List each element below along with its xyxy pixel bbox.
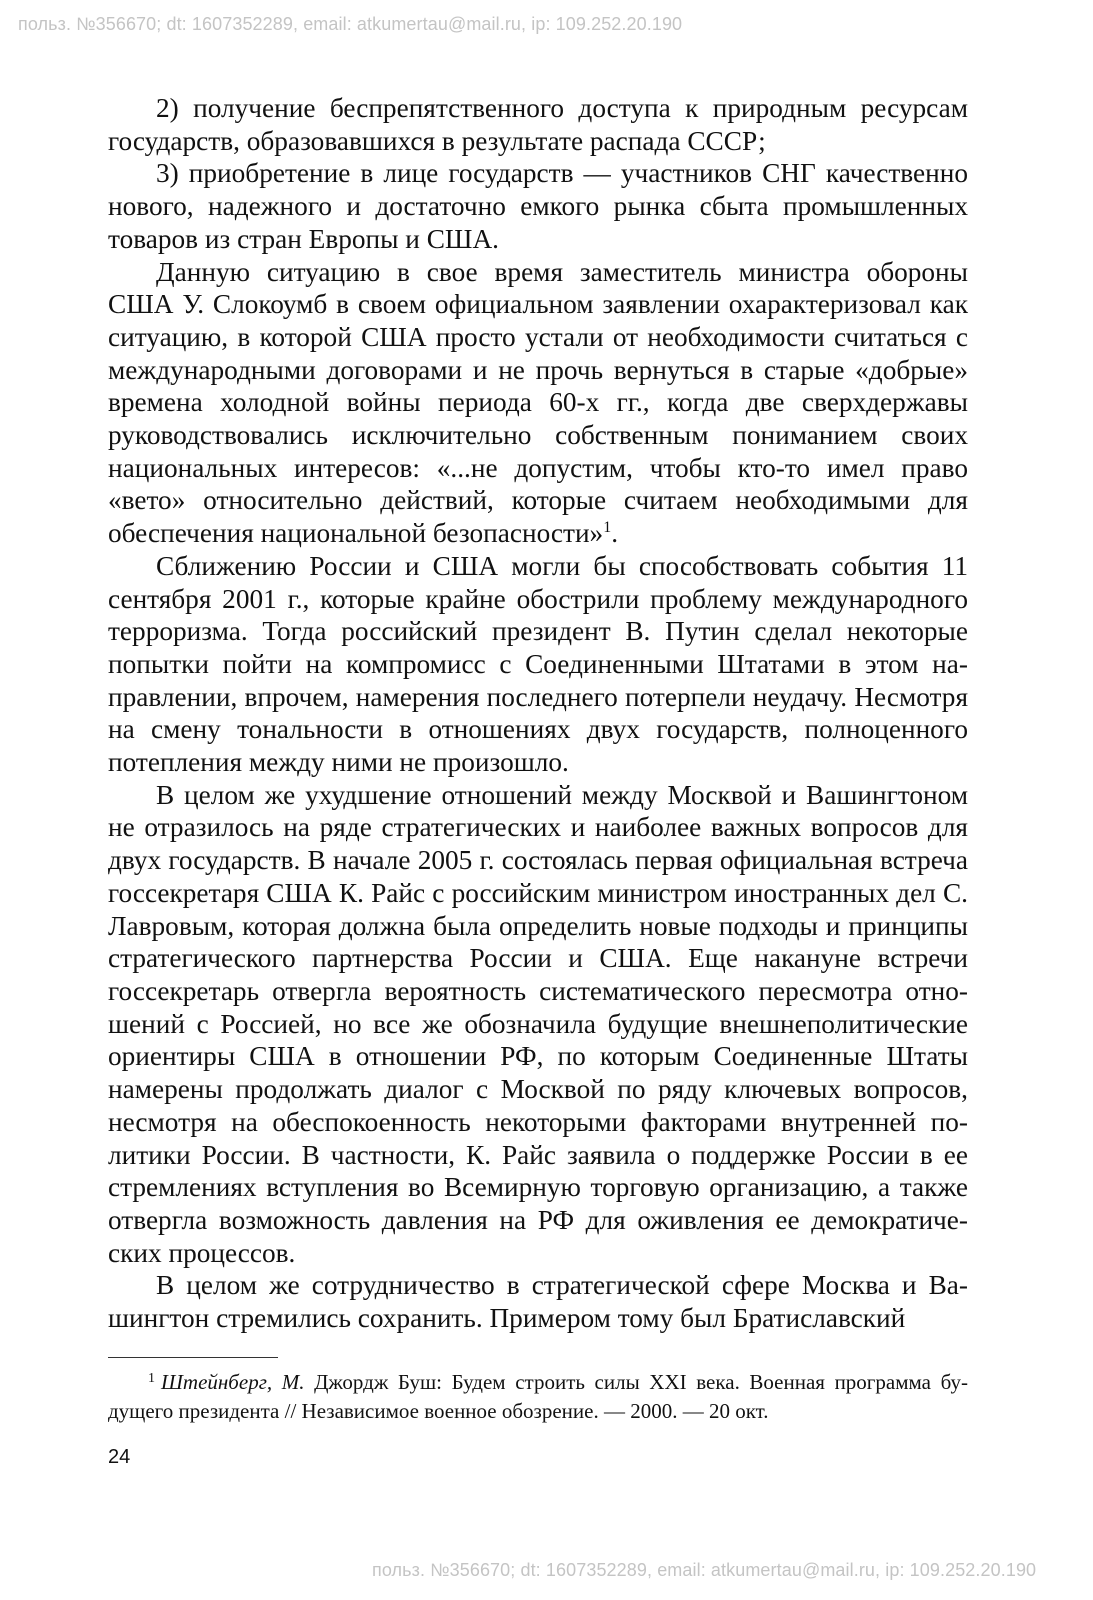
paragraph: 3) приобретение в лице государств — участников СНГ качественно нового, надежного и достаточно емкого рынка сбыта промышленных товаров из стран Европы и США. <box>108 158 968 254</box>
footnote-reference[interactable]: 1 <box>603 519 612 537</box>
footnote-marker: 1 <box>148 1371 155 1386</box>
body-text <box>108 92 968 1335</box>
watermark-bottom: польз. №356670; dt: 1607352289, email: atkumertau@mail.ru, ip: 109.252.20.190 <box>372 1560 1037 1580</box>
paragraph: В целом же ухудшение отношений между Москвой и Вашингтоном не отразилось на ряде стратегических и наиболее важных вопросов для двух государств. В начале 2005 г. состоялась первая официальная встреча госсекретаря США К. Райс с российским министром иностранных дел С. Лавровым, которая должна была определить новые подходы и принципы стратегического партнерства России и США. Еще накануне встречи госсекретарь отвергла вероятность систематического пересмотра отношений с Россией, но все же обозначила будущие внешнеполитические ориентиры США в отношении РФ, по которым Соединенные Штаты намерены продолжать диалог с Москвой по ряду ключевых вопросов, несмотря на обеспокоенность некоторыми факторами внутренней политики России. В частности, К. Райс заявила о поддержке России в ее стремлениях вступления во Всемирную торговую организацию, а также отвергла возможность давления на РФ для оживления ее демократических процессов. <box>108 779 968 1268</box>
footnote-divider <box>108 1357 278 1358</box>
paragraph: В целом же сотрудничество в стратегической сфере Москва и Вашингтон стремились сохранить. Примером тому был Братиславский <box>108 1270 968 1334</box>
paragraph: Сближению России и США могли бы способствовать события 11 сентября 2001 г., которые крайне обострили проблему международного терроризма. Тогда российский президент В. Путин сделал некоторые попытки пойти на компромисс с Соединенными Штатами в этом направлении, впрочем, намерения последнего потерпели неудачу. Несмотря на смену тональности в отношениях двух государств, полноценного потепления между ними не произошло. <box>108 550 968 778</box>
paragraph: Данную ситуацию в свое время заместитель министра обороны США У. Слокоумб в своем официальном заявлении охарактеризовал как ситуацию, в которой США просто устали от необходимости считаться с международными договорами и не прочь вернуться в старые «добрые» времена холодной войны периода 60-х гг., когда две сверхдержавы руководствовались исключительно собственным пониманием своих национальных интересов: «...не допустим, чтобы кто-то имел право «вето» относительно действий, которые считаем необходимыми для обеспечения национальной безопасности»$^1$. <box>108 256 968 549</box>
paragraph-text: Данную ситуацию в свое время заместитель министра обороны США У. Слокоумб в своем официальном заявлении охарактеризовал как ситуацию, в которой США просто устали от необходимости считаться с международными договорами и не прочь вернуться в старые «добрые» времена холодной войны периода 60-х гг., когда две сверхдержавы руководствовались исключительно собственным пониманием своих национальных интересов: «...не допустим, чтобы кто-то имел право «вето» относительно действий, которые считаем необходимыми для обеспечения национальной безопасности» <box>108 256 968 549</box>
watermark-top: польз. №356670; dt: 1607352289, email: atkumertau@mail.ru, ip: 109.252.20.190 <box>18 14 683 34</box>
footnote-author: Штейнберг, М. <box>161 1370 305 1394</box>
footnote-text: Джордж Буш: Будем строить силы XXI века. Военная программа будущего президента // Независимое военное обозрение. — 2000. — 20 окт. <box>108 1370 968 1423</box>
page-number: 24 <box>108 1446 131 1468</box>
footnote <box>108 1368 968 1426</box>
paragraph: 2) получение беспрепятственного доступа к природным ресурсам государств, образовавшихся в результате распада СССР; <box>108 93 968 156</box>
